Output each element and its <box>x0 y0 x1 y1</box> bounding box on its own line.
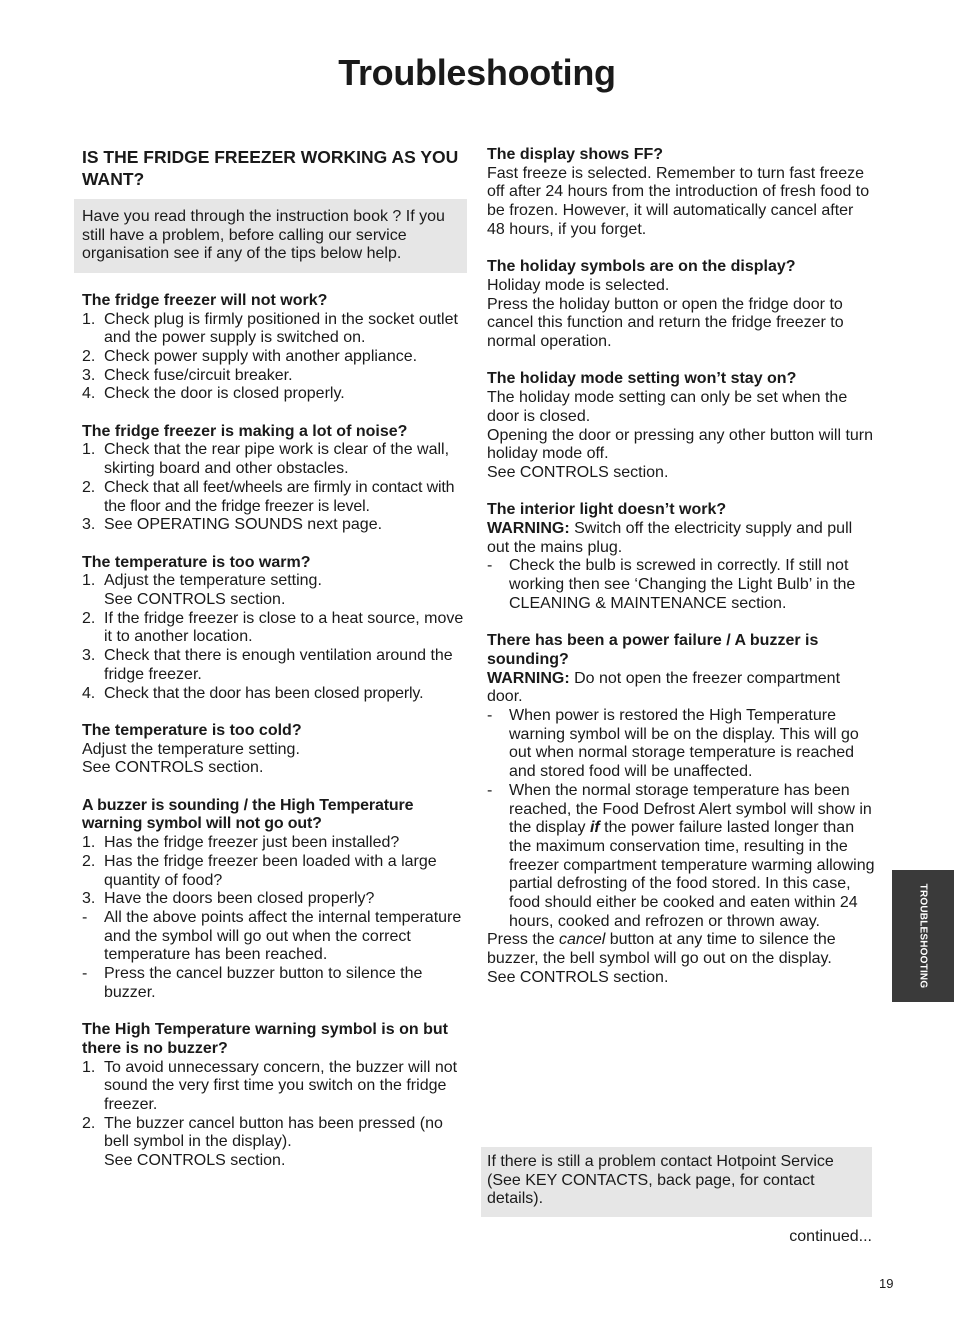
intro-box: Have you read through the instruction book ? If you still have a problem, before calling our service organisation see if any of the tips below help. <box>74 199 467 273</box>
block-title: The interior light doesn’t work? <box>487 501 727 519</box>
warning-paragraph: WARNING: Do not open the freezer compartment door. <box>487 669 841 706</box>
block-title: A buzzer is sounding / the High Temperature warning symbol will not go out? <box>82 796 414 833</box>
paragraph: Opening the door or pressing any other button will turn holiday mode off. <box>487 426 874 463</box>
list-item: - Check the bulb is screwed in correctly. If still not working then see ‘Changing the Light Bulb’ in the CLEANING & MAINTENANCE section. <box>487 557 856 612</box>
block-no-buzzer <box>82 1021 468 1171</box>
warning-label: WARNING: <box>487 669 570 687</box>
block-title: The display shows FF? <box>487 146 664 163</box>
list-item: 1. To avoid unnecessary concern, the buzzer will not sound the very first time you switch on the fridge freezer. <box>82 1058 458 1113</box>
list-item: 2. If the fridge freezer is close to a heat source, move it to another location. <box>82 609 464 646</box>
side-tab-label: TROUBLESHOOTING <box>917 883 929 989</box>
block-title: The temperature is too warm? <box>82 553 311 571</box>
block-buzzer-sounding <box>82 797 468 1003</box>
block-power-failure <box>487 632 875 987</box>
list-item: 1. Check that the rear pipe work is clear of the wall, skirting board and other obstacles. <box>82 441 450 478</box>
list-item: 3. Check that there is enough ventilation around the fridge freezer. <box>82 647 453 683</box>
list-item: 2. Check power supply with another appliance. <box>82 347 418 365</box>
list-item: 1. Check plug is firmly positioned in the socket outlet and the power supply is switched on. <box>82 310 458 347</box>
page-number: 19 <box>879 1276 894 1291</box>
section-heading: IS THE FRIDGE FREEZER WORKING AS YOU WANT? <box>82 147 459 189</box>
list-item: 2. Check that all feet/wheels are firmly in contact with the floor and the fridge freezer is level. <box>82 478 455 515</box>
paragraph: Adjust the temperature setting. <box>82 740 300 758</box>
list-item: - When power is restored the High Temperature warning symbol will be on the display. This will go out when normal storage temperature is reached and stored food will be unaffected. <box>487 707 859 781</box>
list-item: - All the above points affect the internal temperature and the symbol will go out when the correct temperature has been reached. <box>82 908 462 964</box>
block-noise <box>82 423 468 535</box>
block-display-ff <box>487 146 875 240</box>
list-item: 3. Have the doors been closed properly? <box>82 890 375 908</box>
paragraph: Fast freeze is selected. Remember to turn fast freeze off after 24 hours from the introduction of fresh food to be frozen. However, it will automatically cancel after 48 hours, if you forget. <box>487 164 870 238</box>
paragraph: See CONTROLS section. <box>82 759 264 777</box>
block-title: The High Temperature warning symbol is on but there is no buzzer? <box>82 1021 448 1057</box>
page-title: Troubleshooting <box>338 52 616 93</box>
list-item: 4. Check the door is closed properly. <box>82 385 345 403</box>
block-title: There has been a power failure / A buzzer is sounding? <box>487 632 819 668</box>
paragraph: Press the cancel button at any time to silence the buzzer, the bell symbol will go out on the display. <box>487 931 836 968</box>
left-column <box>82 146 468 1171</box>
block-holiday-symbols <box>487 258 875 352</box>
list-item: 2. The buzzer cancel button has been pressed (no bell symbol in the display). See CONTROLS section. <box>82 1114 443 1170</box>
list-item: 1. Adjust the temperature setting. See CONTROLS section. <box>82 572 322 609</box>
warning-label: WARNING: <box>487 520 570 538</box>
contact-box: If there is still a problem contact Hotpoint Service (See KEY CONTACTS, back page, for contact details). <box>481 1147 872 1217</box>
paragraph: See CONTROLS section. <box>487 968 669 986</box>
continued-label: continued... <box>789 1228 872 1245</box>
block-interior-light <box>487 501 875 613</box>
block-too-warm <box>82 554 468 704</box>
block-title: The fridge freezer is making a lot of noise? <box>82 422 408 440</box>
block-title: The fridge freezer will not work? <box>82 291 328 309</box>
block-will-not-work <box>82 292 468 404</box>
paragraph: Press the holiday button or open the fridge door to cancel this function and return the fridge freezer to normal operation. <box>487 295 844 351</box>
side-tab <box>892 870 954 1002</box>
block-title: The holiday symbols are on the display? <box>487 258 796 276</box>
paragraph: See CONTROLS section. <box>487 463 669 481</box>
list-item: 1. Has the fridge freezer just been installed? <box>82 834 400 852</box>
block-too-cold <box>82 722 468 778</box>
block-title: The holiday mode setting won’t stay on? <box>487 370 797 388</box>
list-item: 2. Has the fridge freezer been loaded with a large quantity of food? <box>82 852 437 889</box>
list-item: 3. See OPERATING SOUNDS next page. <box>82 516 383 534</box>
list-item: 4. Check that the door has been closed properly. <box>82 684 424 702</box>
paragraph: Holiday mode is selected. <box>487 276 670 294</box>
right-column <box>487 146 875 988</box>
block-holiday-mode <box>487 370 875 482</box>
warning-paragraph: WARNING: Switch off the electricity supply and pull out the mains plug. <box>487 520 853 556</box>
list-item: - Press the cancel buzzer button to silence the buzzer. <box>82 965 423 1001</box>
list-item: 3. Check fuse/circuit breaker. <box>82 366 293 384</box>
list-item: - When the normal storage temperature has been reached, the Food Defrost Alert symbol will show in the display if the power failure lasted longer than the maximum conservation time, resulting in the freezer compartment temperature warming allowing partial defrosting of the food stored. In this case, food should either be cooked and eaten within 24 hours, cooked and refrozen or thrown away. <box>487 781 875 930</box>
paragraph: The holiday mode setting can only be set when the door is closed. <box>487 389 848 425</box>
block-title: The temperature is too cold? <box>82 721 302 739</box>
